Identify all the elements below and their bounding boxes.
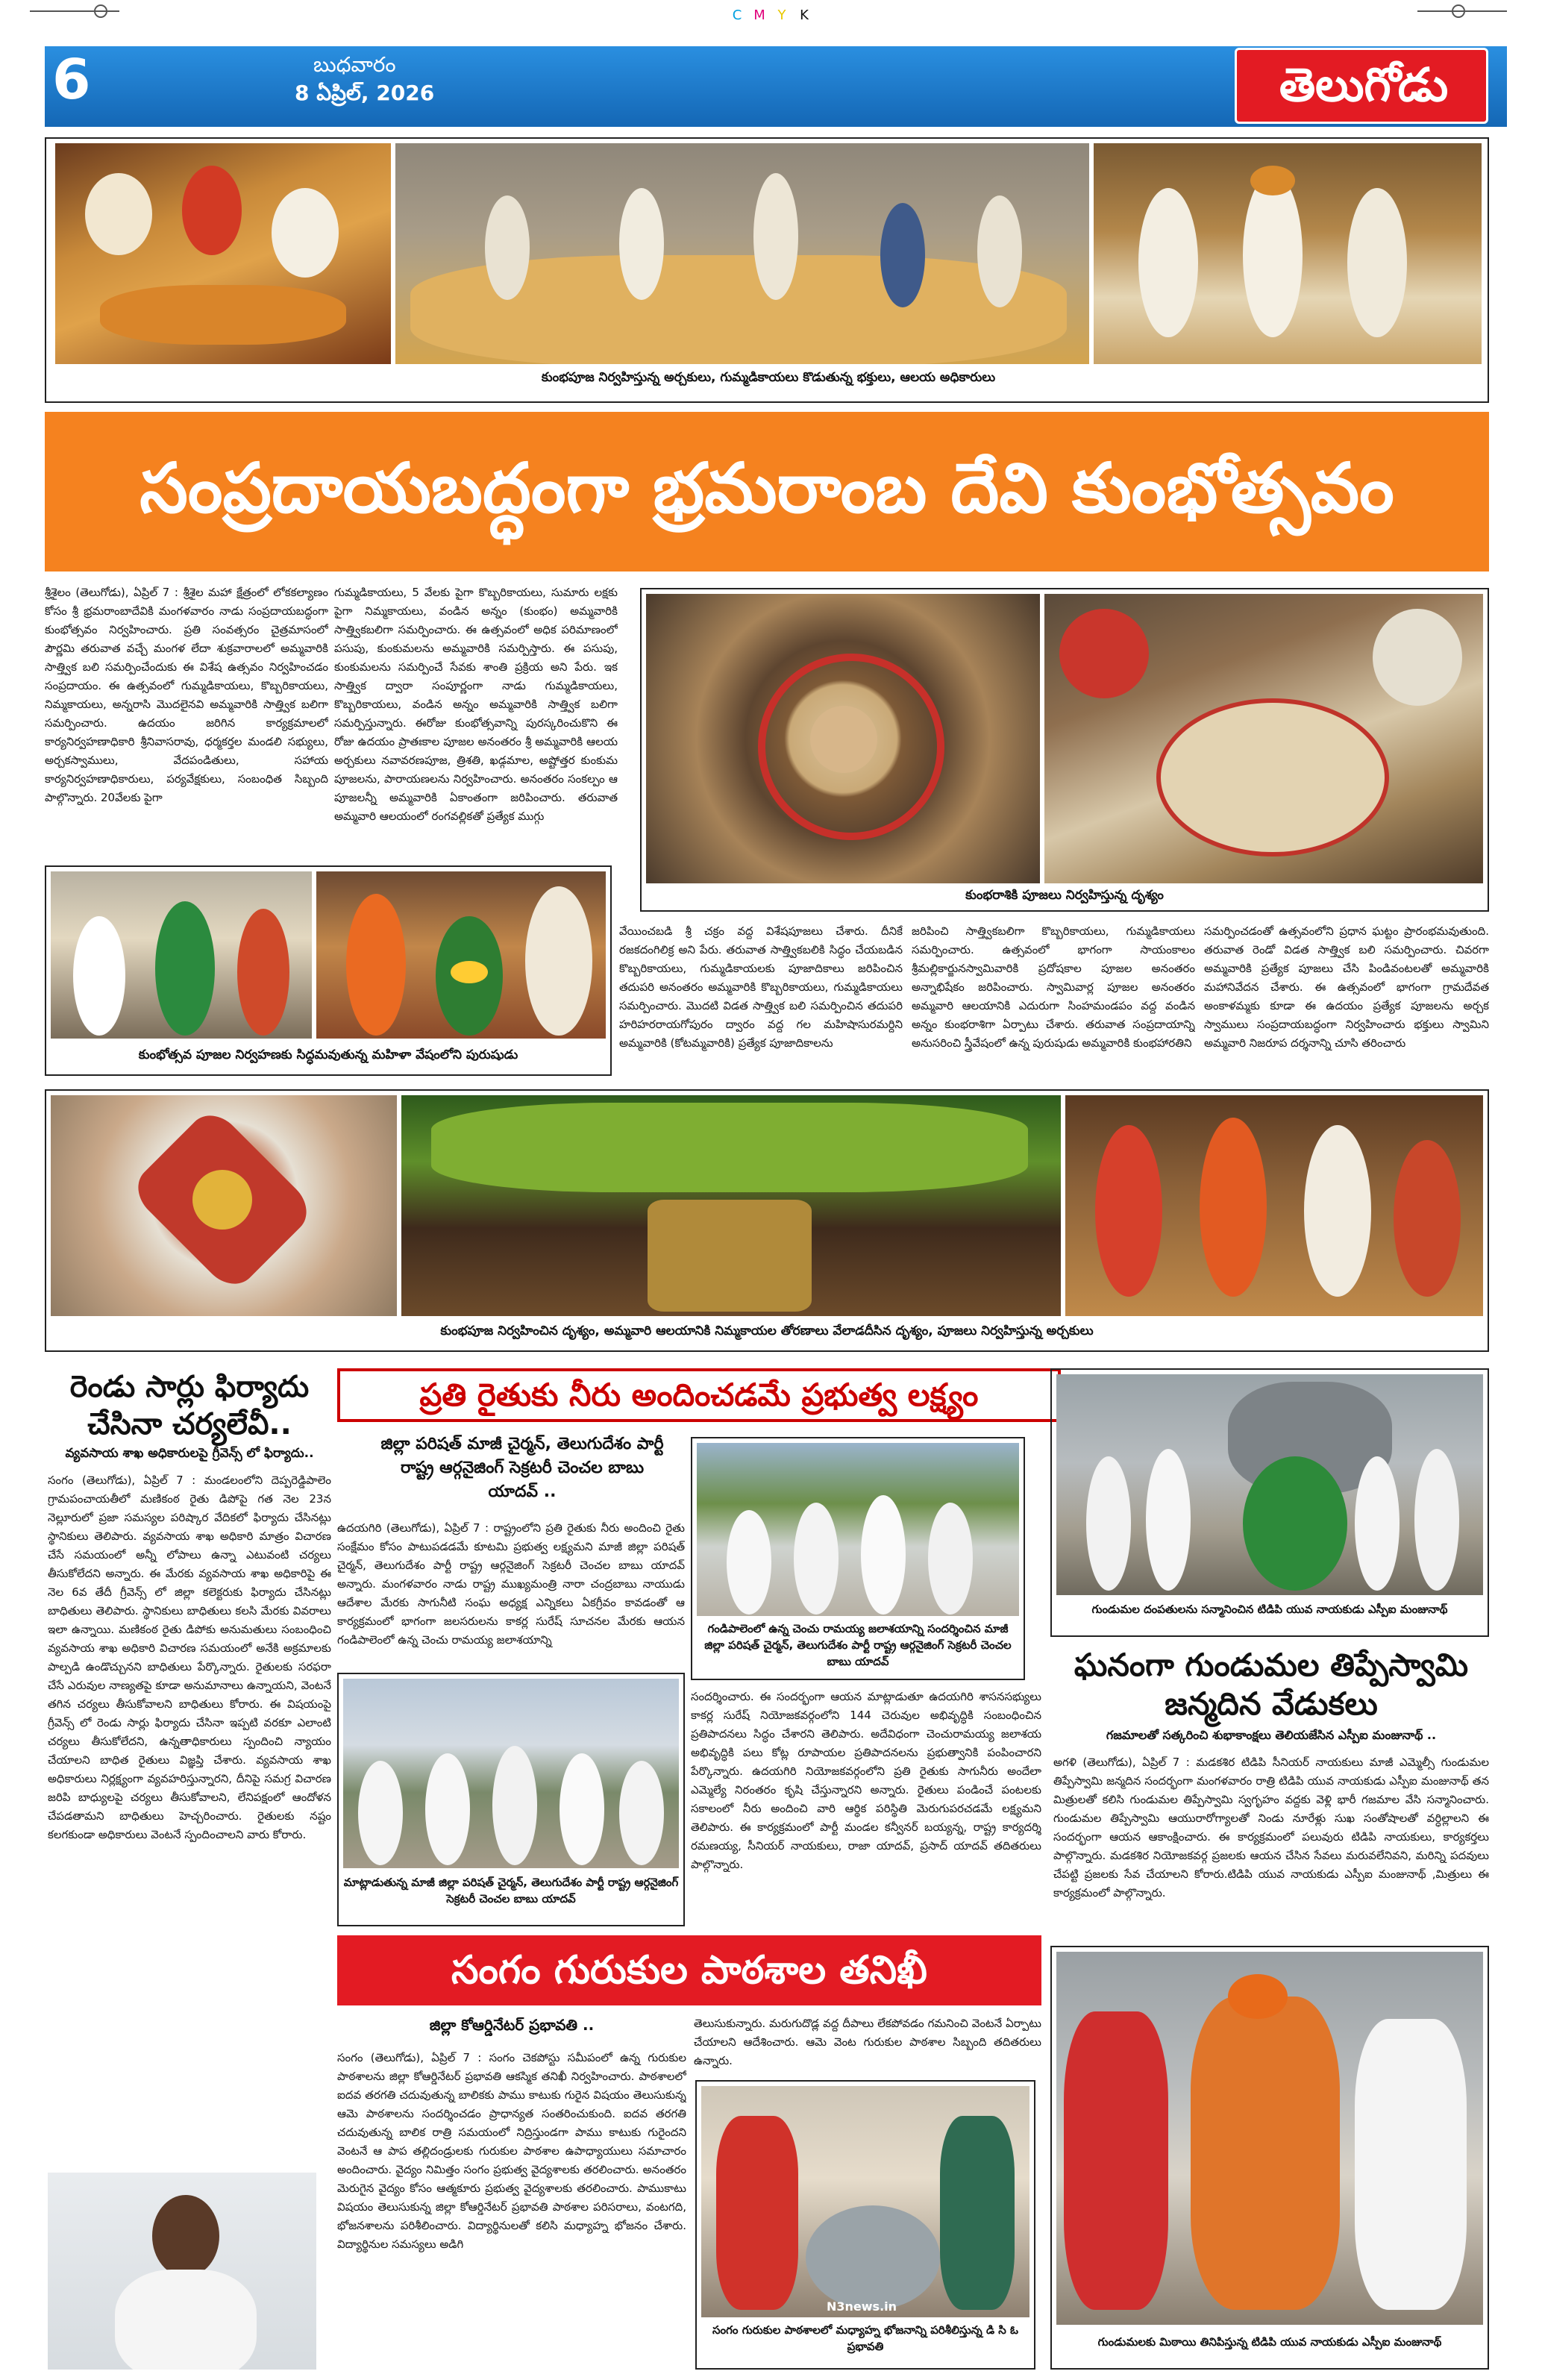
registration-marks xyxy=(700,7,841,25)
photo-aarti xyxy=(316,871,606,1039)
photo-speaking-group xyxy=(343,1679,679,1868)
story4-col2: తెలుసుకున్నారు. మరుగుదొడ్ల వద్ద దీపాలు లేకపోవడం గమనించి వెంటనే ఏర్పాటు చేయాలని ఆదేశించారు. ఆమె వెంట గురుకుల పాఠశాల సిబ్బంది తదితరులు ఉన్నారు. xyxy=(694,2017,1041,2067)
photo-birthday-garland xyxy=(1056,1374,1483,1595)
top-photo-caption: కుంభపూజ నిర్వహిస్తున్న అర్చకులు, గుమ్మడికాయలు కొడుతున్న భక్తులు, ఆలయ అధికారులు xyxy=(541,370,996,385)
story5-headline: ఘనంగా గుండుమల తిప్పేస్వామి జన్మదిన వేడుకలు xyxy=(1074,1647,1469,1722)
bottom-photo-caption: కుంభపూజ నిర్వహించిన దృశ్యం, అమ్మవారి ఆలయానికి నిమ్మకాయల తోరణాలు వేలాడదీసిన దృశ్యం, పూజలు నిర్వహిస్తున్న అర్చకులు xyxy=(440,1324,1094,1338)
story3-photo1-caption: గండిపాలెంలో ఉన్న చెంచు రామయ్య జలాశయాన్ని సందర్శించిన మాజీ జిల్లా పరిషత్ చైర్మన్, తెలుగుదేశం పార్టీ రాష్ట్ర ఆర్గనైజింగ్ సెక్రటరీ చెంచల బాబు యాదవ్ xyxy=(704,1622,1012,1668)
story2-headline: రెండు సార్లు ఫిర్యాదు చేసినా చర్యలేవీ.. xyxy=(69,1370,310,1441)
story4-col1: సంగం (తెలుగోడు), ఏప్రిల్ 7 : సంగం చెకపోస్టు సమీపంలో ఉన్న గురుకుల పాఠశాలను జిల్లా కోఆర్డినేటర్ ప్రభావతి ఆకస్మిక తనిఖీ నిర్వహించారు. పాఠశాలలో ఐదవ తరగతి చదువుతున్న బాలికకు పాము కాటుకు గురైన విషయం తెలుసుకున్న ఆమె పాఠశాలను సందర్శించడం ప్రాధాన్యత సంతరించుకుంది. ఐదవ తరగతి చదువుతున్న బాలిక రాత్రి సమయంలో నిద్రిస్తుండగా పాము కాటుకు గురైందని వెంటనే ఆ పాప తల్లిదండ్రులకు గురుకుల పాఠశాల ఉపాధ్యాయులు సమాచారం అందించారు. వైద్యం నిమిత్తం సంగం ప్రభుత్వ వైద్యశాలకు తరలించారు. అనంతరం మెరుగైన వైద్యం కోసం ఆత్మకూరు ప్రభుత్వ వైద్యశాలకు తరలించారు. పాముకాటు విషయం తెలుసుకున్న జిల్లా కోఆర్డినేటర్ ప్రభావతి పాఠశాల పరిసరాలు, వంటగది, భోజనశాలను పరిశీలించారు. విద్యార్థినులతో కలిసి మధ్యాహ్న భోజనం చేశారు. విద్యార్థినుల సమస్యలు అడిగి xyxy=(337,2051,686,2251)
story2-subhead: వ్యవసాయ శాఖ అధికారులపై గ్రీవెన్స్ లో ఫిర్యాదు.. xyxy=(65,1446,314,1461)
mid-photo-caption: కుంభరాశికి పూజలు నిర్వహిస్తున్న దృశ్యం xyxy=(965,888,1164,903)
story1-col1: శ్రీశైలం (తెలుగోడు), ఏప్రిల్ 7 : శ్రీశైల మహా క్షేత్రంలో లోకకల్యాణం కోసం శ్రీ భ్రమరాంబాదేవికి మంగళవారం నాడు సంప్రదాయబద్ధంగా కుంభోత్సవం నిర్వహించారు. ప్రతి సంవత్సరం చైత్రమాసంలో పౌర్ణమి తరువాత వచ్చే మంగళ లేదా శుక్రవారాలలో అమ్మవారికి సాత్త్విక బలి సమర్పించేందుకు ఈ విశేష ఉత్సవం నిర్వహించడం సంప్రదాయం. ఈ ఉత్సవంలో గుమ్మడికాయలు, కొబ్బరికాయలు, నిమ్మకాయలు, అన్నరాసి మొదలైనవి అమ్మవారికి సాత్త్విక బలిగా సమర్పించారు. ఉదయం జరిగిన కార్యక్రమాలలో కార్యనిర్వహణాధికారి శ్రీనివాసరావు, ధర్మకర్తల మండలి సభ్యులు, అర్చకస్వాములు, వేదపండితులు, సహాయ కార్యనిర్వహణాధికారులు, పర్యవేక్షకులు, సంబంధిత సిబ్బంది పాల్గొన్నారు. 20వేలకు పైగా xyxy=(45,586,328,804)
photo-priests-pumpkins-2 xyxy=(1065,1095,1483,1316)
photo-officials-temple xyxy=(1094,143,1482,364)
story3-headline: ప్రతి రైతుకు నీరు అందించడమే ప్రభుత్వ లక్ష్యం xyxy=(337,1368,1061,1422)
cmyk-y: Y xyxy=(777,7,786,23)
photo-lemon-torans xyxy=(401,1095,1061,1316)
photo-rangoli-aerial xyxy=(646,594,1040,883)
masthead-title: తెలుగోడు xyxy=(1279,57,1449,112)
story1-col5: సమర్పించడంతో ఉత్సవంలోని ప్రధాన ఘట్టం ప్రారంభమవుతుంది. తరువాత రెండో విడత సాత్త్విక బలి సమర్పించారు. చివరగా అమ్మవారికి ప్రత్యేక పూజలు చేసి పిండివంటలతో అమ్మవారికి మహానివేదన చేశారు. ఈ ఉత్సవంలో భాగంగా గ్రామదేవత అంకాళమ్మకు కూడా ఈ ఉదయం ప్రత్యేక పూజలను అర్చక స్వాములు సంప్రదాయబద్ధంగా నిర్వహించారు భక్తులు స్వామిని అమ్మవారి నిజరూప దర్శనాన్ని చూసి తరించారు xyxy=(1204,924,1489,1050)
left-photo-caption: కుంభోత్సవ పూజల నిర్వహణకు సిద్ధమవుతున్న మహిళా వేషంలోని పురుషుడు xyxy=(138,1047,518,1062)
photo-star-rangoli xyxy=(51,1095,397,1316)
cmyk-c: C xyxy=(732,7,742,23)
story5-photo2-caption: గుండుమలకు మిఠాయి తినిపిస్తున్న టిడిపి యువ నాయకుడు ఎస్పీఐ మంజునాథ్ xyxy=(1097,2335,1442,2349)
photo-priests-pumpkins xyxy=(55,143,391,364)
photo-feeding-sweet xyxy=(1056,1952,1483,2325)
story5-photo1-caption: గుండుమల దంపతులను సన్మానించిన టిడిపి యువ నాయకుడు ఎస్పీఐ మంజునాథ్ xyxy=(1091,1603,1448,1616)
school-photo-watermark: N3news.in xyxy=(827,2299,897,2314)
story2-body: సంగం (తెలుగోడు), ఏప్రిల్ 7 : మండలంలోని దెప్పరెడ్డిపాలెం గ్రామపంచాయతీలో మణికంఠ రైతు డిపోపై గత నెల 23న నెల్లూరులో ప్రజా సమస్యల పరిష్కార వేదికలో ఫిర్యాదు చేసినట్లు స్థానికులు తెలిపారు. వ్యవసాయ శాఖ అధికారి మాత్రం విచారణ చేసే సమయంలో అన్నీ లోపాలు ఉన్నా ఎటువంటి చర్యలు తీసుకోలేదని అన్నారు. ఈ మేరకు వ్యవసాయ శాఖ అధికారిపై ఈ నెల 6వ తేదీ గ్రీవెన్స్ లో జిల్లా కలెక్టరుకు ఫిర్యాదు చేసినట్లు బాధితులు తెలిపారు. స్థానికులు బాధితులు కలసి మేరకు వివరాలు ఇలా ఉన్నాయి. మణికంఠ రైతు డిపోకు అనుమతులు సంబంధించి వ్యవసాయ శాఖ అధికారి విచారణ సమయంలో అనేకి అక్రమాలకు పాల్పడి ఉండొచ్చునని బాధితులు పేర్కొన్నారు. రైతులకు సరఫరా చేసే ఎరువుల నాణ్యతపై కూడా అనుమానాలు ఉన్నాయని, వెంటనే తగిన చర్యలు తీసుకోవాలని బాధితులు కోరారు. ఈ విషయంపై గ్రీవెన్స్ లో రెండు సార్లు ఫిర్యాదు చేసినా ఇప్పటి వరకూ ఎలాంటి చర్యలు తీసుకోలేదని, ఉన్నతాధికారులు స్పందించి న్యాయం చేయాలని బాధిత రైతులు విజ్ఞప్తి చేశారు. వ్యవసాయ శాఖ అధికారులు నిర్లక్ష్యంగా వ్యవహరిస్తున్నారని, దీనిపై సమగ్ర విచారణ జరిపి బాధ్యులపై చర్యలు తీసుకోవాలని, లేనిపక్షంలో ఆందోళన చేపడతామని బాధితులు హెచ్చరించారు. రైతులకు నష్టం కలగకుండా అధికారులు వెంటనే స్పందించాలని వారు కోరారు. xyxy=(48,1474,331,1841)
photo-school-lunch xyxy=(701,2086,1029,2317)
cmyk-k: K xyxy=(800,7,809,23)
cmyk-m: M xyxy=(753,7,765,23)
story3-subhead: జిల్లా పరిషత్ మాజీ చైర్మన్, తెలుగుదేశం పార్టీ రాష్ట్ర ఆర్గనైజింగ్ సెక్రటరీ చెంచల బాబు యాదవ్ .. xyxy=(380,1435,664,1501)
story4-photo-caption: సంగం గురుకుల పాఠశాలలో మధ్యాహ్న భోజనాన్ని పరిశీలిస్తున్న డి సి ఓ ప్రభావతి xyxy=(712,2323,1018,2353)
header-date: 8 ఏప్రిల్, 2026 xyxy=(295,81,435,105)
photo-devotees-breaking-pumpkins xyxy=(395,143,1089,364)
story5-subhead: గజమాలతో సత్కరించి శుభాకాంక్షలు తెలియజేసిన ఎస్పీఐ మంజునాథ్ .. xyxy=(1106,1728,1437,1742)
photo-reservoir-visit xyxy=(697,1443,1019,1616)
story1-col4: జరిపించి సాత్త్వికబలిగా కొబ్బరికాయలు, గుమ్మడికాయలు సమర్పించారు. ఉత్సవంలో భాగంగా సాయంకాలం శ్రీమల్లికార్జునస్వామివారికి ప్రదోషకాల పూజల అనంతరం అన్నాభిషేకం జరిపించారు. స్వామివార్ల పూజల అనంతరం అమ్మవారి ఆలయానికి ఎదురుగా సింహమండపం వద్ద వండిన అన్నం కుంభరాశిగా ఏర్పాటు చేశారు. తరువాత సంప్రదాయాన్ని అనుసరించి స్త్రీవేషంలో ఉన్న పురుషుడు అమ్మవారికి కుంభహారతిని xyxy=(912,924,1195,1050)
story1-col3: వేయించబడి శ్రీ చక్రం వద్ద విశేషపూజలు చేశారు. దీనికే రజకదంగిలిక్ర అని పేరు. తరువాత సాత్త్వికబలికి సిద్ధం చేయబడిన కొబ్బరికాయలు, గుమ్మడికాయలకు పూజాదికాలు జరిపించిన తదుపరి అనంతరం అమ్మవారికి కొబ్బరికాయలు, గుమ్మడికాయలు సమర్పించారు. మొదటి విడత సాత్త్విక బలి సమర్పించిన తదుపరి హరిహరరాయగోపురం ద్వారం వద్ద గల మహిషాసురమర్దిని అమ్మవారికి (కోటమ్మవారికి) ప్రత్యేక పూజాదికాలను xyxy=(619,924,903,1050)
story3-photo2-caption: మాట్లాడుతున్న మాజీ జిల్లా పరిషత్ చైర్మన్, తెలుగుదేశం పార్టీ రాష్ట్ర ఆర్గనైజింగ్ సెక్రటరీ చెంచల బాబు యాదవ్ xyxy=(343,1876,679,1905)
story5-body: అగళి (తెలుగోడు), ఏప్రిల్ 7 : మడకశిర టిడిపి సీనియర్ నాయకులు మాజీ ఎమ్మెల్సీ గుండుమల తిప్పేస్వామి జన్మదిన సందర్భంగా మంగళవారం రాత్రి టిడిపి యువ నాయకుడు ఎస్పీఐ మంజునాథ్ తన మిత్రులతో కలిసి గుండుమల తిప్పేస్వామి స్వగృహం వద్దకు వెళ్లి భారీ గజమాల వేసి సన్మానించారు. గుండుమల తిప్పేస్వామి ఆయురారోగ్యాలతో నిండు నూరేళ్లు సుఖ సంతోషాలతో వర్ధిల్లాలని ఈ సందర్భంగా ఆయన ఆకాంక్షించారు. ఈ కార్యక్రమంలో పలువురు టిడిపి నాయకులు, కార్యకర్తలు పాల్గొన్నారు. మడకశిర నియోజకవర్గ ప్రజలకు ఆయన చేసిన సేవలు మరువలేనివని, మరిన్ని పదవులు చేపట్టి ప్రజలకు సేవ చేయాలని కోరారు.టిడిపి యువ నాయకుడు ఎస్పీఐ మంజునాథ్ ,మిత్రులు ఈ కార్యక్రమంలో పాల్గొన్నారు. xyxy=(1053,1756,1489,1900)
photo-rangoli-crowd xyxy=(1044,594,1483,883)
page-number: 6 xyxy=(52,48,91,112)
photo-officer-portrait xyxy=(48,2173,316,2370)
story1-headline: సంప్రదాయబద్ధంగా భ్రమరాంబ దేవి కుంభోత్సవం xyxy=(140,448,1394,528)
story3-col2: సందర్శించారు. ఈ సందర్భంగా ఆయన మాట్లాడుతూ ఉదయగిరి శాసనసభ్యులు కాకర్ల సురేష్ నియోజకవర్గంలోని 144 చెరువుల అభివృద్ధికి సంబంధించిన ప్రతిపాదనలు సిద్ధం చేశారని తెలిపారు. అదేవిధంగా చెంచురామయ్య జలాశయ అభివృద్ధికి పలు కోట్ల రూపాయల ప్రతిపాదనలను ప్రభుత్వానికి పంపించారని పేర్కొన్నారు. ఉదయగిరి నియోజకవర్గంలోని ప్రతి రైతుకు సాగునీరు అందేలా ఎమ్మెల్యే నిరంతరం కృషి చేస్తున్నారని అన్నారు. రైతులు పండించే పంటలకు సకాలంలో నీరు అందించి వారి ఆర్థిక పరిస్థితి మెరుగుపరచడమే లక్ష్యమని తెలిపారు. ఈ కార్యక్రమంలో పార్టీ మండల కన్వీనర్ బయ్యన్న, రాష్ట్ర కార్యదర్శి రమణయ్య, సీనియర్ నాయకులు, రాజా యాదవ్, ప్రసాద్ యాదవ్ తదితరులు పాల్గొన్నారు. xyxy=(691,1690,1041,1871)
crop-mark-right-circle xyxy=(1452,4,1465,18)
story4-subhead: జిల్లా కోఆర్డినేటర్ ప్రభావతి .. xyxy=(429,2016,595,2034)
story4-headline: సంగం గురుకుల పాఠశాల తనిఖీ xyxy=(451,1948,927,1993)
header-day: బుధవారం xyxy=(313,52,396,77)
story3-col1: ఉదయగిరి (తెలుగోడు), ఏప్రిల్ 7 : రాష్ట్రంలోని ప్రతి రైతుకు నీరు అందించి రైతు సంక్షేమం కోసం పాటుపడడమే కూటమి ప్రభుత్వ లక్ష్యమని మాజీ జిల్లా పరిషత్ చైర్మన్, తెలుగుదేశం పార్టీ రాష్ట్ర ఆర్గనైజింగ్ సెక్రటరీ చెంచల బాబు యాదవ్ అన్నారు. మంగళవారం నాడు రాష్ట్ర ముఖ్యమంత్రి నారా చంద్రబాబు నాయుడు ఆదేశాల మేరకు సాగునీటి సంఘ అధ్యక్ష ఎన్నికలు ఏకగ్రీవం కావడంతో ఆ కార్యక్రమంలో భాగంగా జలసరులను కాకర్ల సురేష్ సూచనల మేరకు ఆయన గండిపాలెంలో ఉన్న చెంచు రామయ్య జలాశయాన్ని xyxy=(337,1521,685,1647)
photo-man-in-saree xyxy=(51,871,312,1039)
crop-mark-left-circle xyxy=(94,4,107,18)
story1-col2: గుమ్మడికాయలు, 5 వేలకు పైగా కొబ్బరికాయలు, సుమారు లక్షకు పైగా నిమ్మకాయలు, వండిన అన్నం (కుంభం) అమ్మవారికి సాత్త్వికబలిగా సమర్పించారు. ఈ ఉత్సవంలో అధిక పరిమాణంలో పసుపు, కుంకుమలను అమ్మవారికి సమర్పిస్తారు. ఈ పసుపు, కుంకుమలను సమర్పించే సేవకు శాంతి ప్రక్రియ అని పేరు. ఇక సాత్త్విక ద్వారా సంపూర్ణంగా నాడు గుమ్మడికాయలు, కొబ్బరికాయలు, వండిన అన్నం అమ్మవారికి సాత్త్విక బలిగా సమర్పిస్తున్నారు. ఈరోజు కుంభోత్సవాన్ని పురస్కరించుకొని ఈ రోజు ఉదయం ప్రాతఃకాల పూజల అనంతరం శ్రీ అమ్మవారికి ఆలయ అర్చకులు నవావరణపూజ, త్రిశతి, ఖడ్గమాల, అష్టోత్తర కుంకుమ పూజలను, పారాయణలను నిర్వహించారు. అనంతరం సంకల్పం ఆ పూజలన్నీ అమ్మవారికి ఏకాంతంగా జరిపించారు. తరువాత అమ్మవారి ఆలయంలో రంగవల్లికతో ప్రత్యేక ముగ్గు xyxy=(334,586,618,823)
